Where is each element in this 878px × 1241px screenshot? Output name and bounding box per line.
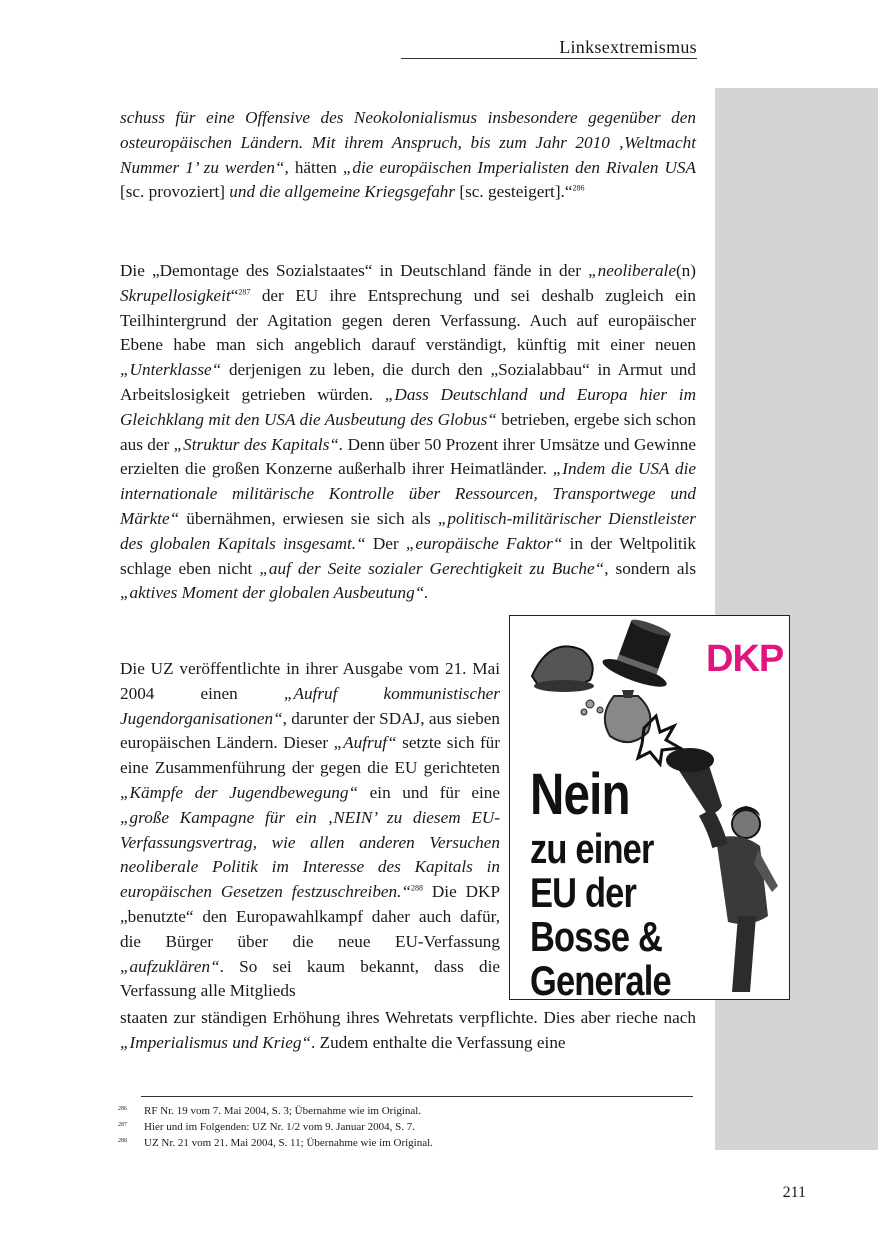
text-run: übernähmen, erwiesen sie sich als (179, 508, 438, 528)
poster-line-4: Bosse & (530, 913, 663, 960)
italic-quote: „neoliberale (588, 261, 676, 280)
footnote-ref: 287 (238, 287, 251, 297)
paragraph-1 (120, 106, 696, 205)
text-run: ein und für eine (358, 782, 500, 802)
text-run: Die UZ veröffentlichte in ihrer Ausgabe vom 21. Mai 2004 einen (120, 659, 500, 703)
italic-quote: „große Kampagne für ein ‚NEIN’ zu diesem EU-Verfassungsvertrag, wie allen anderen Versuchen neoliberale Politik im Interesse des Kapitals in europäischen Gesetzen festzuschreiben.“ (120, 807, 500, 902)
footnote-number: 287 (118, 1122, 127, 1128)
paragraph-4 (120, 1006, 696, 1056)
footnote (118, 1103, 698, 1119)
poster-line-3: EU der (530, 869, 637, 916)
footnotes (118, 1103, 698, 1151)
italic-quote: „Aufruf kommunistischer Jugendorganisationen“ (120, 683, 500, 728)
text-run: betrieben, ergebe sich schon aus der (120, 409, 696, 454)
text-run: , darunter der SDAJ, aus sieben europäischen Ländern. Dieser (120, 708, 500, 753)
footnote-ref: 288 (411, 883, 423, 893)
poster-line-5: Generale (530, 957, 671, 1000)
text-run: Die DKP „benutzte“ den Europawahlkampf daher auch dafür, die Bürger über die neue EU-Verfassung (120, 882, 500, 951)
italic-quote: und die allgemeine Kriegsgefahr (229, 182, 456, 202)
italic-quote: „aufzuklären“ (120, 956, 220, 976)
page-number: 211 (782, 1184, 806, 1201)
italic-quote: „aktives Moment der globalen Ausbeutung“. (120, 583, 429, 603)
text-run: “ (230, 285, 239, 305)
text-run: staaten zur ständigen Erhöhung ihres Wehretats verpflichte. Dies aber rieche nach (120, 1008, 696, 1027)
poster-slogan (530, 762, 671, 1000)
italic-quote: schuss für eine Offensive des Neokolonialismus insbesondere gegenüber den osteuropäischen Ländern. Mit ihrem Anspruch, bis zum Jahr 2010 ‚Weltmacht Nummer 1’ zu werden“ (120, 108, 696, 177)
text-run: [sc. provoziert] (120, 182, 230, 202)
text-run: Denn über 50 Prozent ihrer Umsätze und Gewinne erzielten die großen Konzerne außerhalb ihrer Heimatländer. (120, 434, 696, 479)
footnote-text: UZ Nr. 21 vom 21. Mai 2004, S. 11; Übernahme wie im Original. (144, 1137, 433, 1149)
italic-quote: „Indem die USA die internationale militärische Kontrolle über Ressourcen, Transportwege und Märkte“ (120, 459, 696, 528)
paragraph-2 (120, 259, 696, 606)
italic-quote: „politisch-militärischer Dienstleister des globalen Kapitals insgesamt.“ (120, 508, 696, 553)
footnote-number: 288 (118, 1138, 127, 1144)
paragraph-3 (120, 657, 500, 1004)
italic-quote: „die europäischen Imperialisten den Rivalen USA (342, 157, 696, 177)
italic-quote: „Imperialismus und Krieg“ (120, 1032, 311, 1052)
text-run: . Zudem enthalte die Verfassung eine (311, 1032, 566, 1052)
text-run: (n) (675, 261, 696, 280)
poster-line-2: zu einer (530, 825, 654, 872)
text-run: derjenigen zu leben, die durch den „Sozialabbau“ in Armut und Arbeitslosigkeit getrieben würden. (120, 360, 696, 404)
dkp-poster-image (509, 615, 790, 1000)
text-run: der EU ihre Entsprechung und sei deshalb zugleich ein Teilhintergrund der Agitation gegen deren Verfassung. Auch auf europäischer Ebene habe man sich angeblich darauf verständigt, künftig mit einer neuen (120, 285, 696, 355)
text-run: in der Weltpolitik schlage eben nicht (120, 533, 696, 578)
footnote-text: Hier und im Folgenden: UZ Nr. 1/2 vom 9. Januar 2004, S. 7. (144, 1121, 416, 1133)
poster-party-logo: DKP (706, 638, 784, 680)
text-run: Die „Demontage des Sozialstaates“ in Deutschland fände in der (120, 261, 589, 280)
italic-quote: „Struktur des Kapitals“. (173, 434, 344, 454)
text-run: , hätten (284, 157, 343, 177)
text-run: , sondern als (604, 558, 697, 578)
footnote (118, 1135, 698, 1151)
footnote (118, 1119, 698, 1135)
italic-quote: „Unterklasse“ (120, 360, 222, 380)
footnote-rule (141, 1096, 693, 1097)
italic-quote: „europäische Faktor“ (405, 533, 563, 553)
italic-quote: „Kämpfe der Jugendbewegung“ (120, 782, 359, 802)
footnote-ref: 286 (572, 183, 585, 193)
footnote-number: 286 (118, 1106, 127, 1112)
italic-quote: Skrupellosigkeit (120, 285, 231, 305)
text-run: Der (365, 533, 406, 553)
text-run: setzte sich für eine Zusammenführung der gegen die EU gerichteten (120, 733, 500, 778)
italic-quote: „auf der Seite sozialer Gerechtigkeit zu Buche“ (259, 558, 605, 578)
footnote-text: RF Nr. 19 vom 7. Mai 2004, S. 3; Übernahme wie im Original. (144, 1105, 422, 1117)
text-run: [sc. gesteigert].“ (455, 182, 573, 202)
italic-quote: „Dass Deutschland und Europa hier im Gleichklang mit den USA die Ausbeutung des Globus“ (120, 384, 696, 429)
italic-quote: „Aufruf“ (333, 733, 397, 753)
text-run: . So sei kaum bekannt, dass die Verfassung alle Mitglieds (120, 956, 500, 1001)
header-rule (401, 58, 697, 59)
header-title: Linksextremismus (559, 37, 697, 57)
poster-line-1: Nein (530, 762, 630, 827)
